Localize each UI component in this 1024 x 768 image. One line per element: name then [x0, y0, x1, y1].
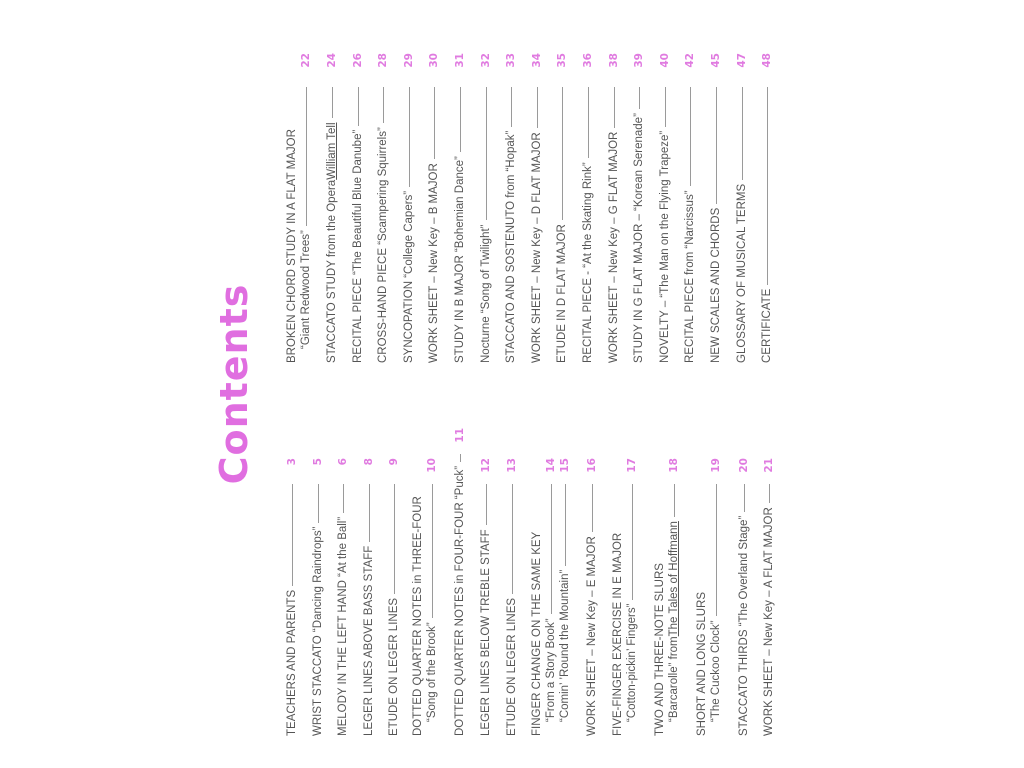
toc-page-number: 30 — [428, 53, 440, 68]
toc-entry-text: “Cotton-pickin’ Fingers” — [626, 603, 638, 722]
toc-entry-text: DOTTED QUARTER NOTES in THREE-FOUR — [412, 496, 424, 736]
dot-leader — [486, 484, 487, 525]
toc-title-line — [607, 53, 621, 363]
toc-title-line — [427, 53, 441, 363]
dot-leader — [409, 87, 410, 187]
toc-entry-text: CERTIFICATE — [761, 288, 773, 363]
toc-entry-text: “From a Story Book” — [545, 618, 557, 722]
toc-subtitle-line — [667, 458, 681, 736]
toc-entry-text: TEACHERS AND PARENTS — [286, 589, 298, 736]
toc-page-number: 42 — [684, 53, 696, 68]
toc-entry-text: MELODY IN THE LEFT HAND “At the Ball” — [337, 516, 349, 736]
toc-entry-text: WORK SHEET – New Key – G FLAT MAJOR — [608, 131, 620, 363]
dot-leader — [383, 87, 384, 123]
dot-leader — [632, 484, 633, 600]
toc-title-line — [760, 53, 774, 363]
toc-title-line — [737, 458, 751, 736]
toc-entry — [285, 53, 313, 363]
toc-entry-text: SYNCOPATION “College Capers” — [403, 190, 415, 363]
dot-leader — [460, 87, 461, 152]
toc-title-line — [479, 458, 493, 736]
dot-leader — [537, 87, 538, 128]
toc-page-number: 35 — [556, 53, 568, 68]
toc-page-number: 40 — [659, 53, 671, 68]
toc-entry — [632, 53, 646, 363]
toc-title-line — [453, 427, 467, 736]
toc-title-line — [402, 53, 416, 363]
toc-entry — [479, 53, 493, 363]
toc-entry-text: WORK SHEET – New Key – D FLAT MAJOR — [531, 132, 543, 363]
toc-entry-text: “Giant Redwood Trees” — [300, 230, 312, 349]
toc-title-line — [376, 53, 390, 363]
toc-work-title: The Tales of Hoffmann — [668, 521, 680, 637]
toc-page-number: 15 — [559, 458, 571, 473]
toc-page-number: 11 — [454, 427, 466, 443]
toc-entry — [581, 53, 595, 363]
toc-page-number: 17 — [626, 458, 638, 473]
toc-entry — [285, 458, 299, 736]
toc-entry — [737, 458, 751, 736]
toc-entry — [479, 458, 493, 736]
dot-leader — [742, 87, 743, 180]
dot-leader — [614, 87, 615, 128]
dot-leader — [639, 87, 640, 109]
toc-entry — [530, 53, 544, 363]
toc-title-line — [653, 458, 667, 736]
toc-entry-text: WORK SHEET – New Key – B MAJOR — [428, 163, 440, 363]
dot-leader — [369, 484, 370, 542]
toc-page-number: 13 — [506, 458, 518, 473]
toc-title-line — [709, 53, 723, 363]
toc-entry — [453, 53, 467, 363]
toc-entry — [695, 458, 723, 736]
toc-entry-text: LEGER LINES ABOVE BASS STAFF — [363, 545, 375, 736]
toc-page-number: 6 — [337, 458, 349, 466]
toc-entry-text: CROSS-HAND PIECE “Scampering Squirrels” — [377, 127, 389, 363]
dot-leader — [332, 87, 333, 119]
toc-entry-text: “Comin’ ’Round the Mountain” — [559, 569, 571, 722]
toc-title-line — [611, 458, 625, 736]
toc-entry-text: STACCATO THIRDS “The Overland Stage” — [738, 515, 750, 736]
toc-entry-text: ETUDE IN D FLAT MAJOR — [556, 224, 568, 363]
toc-entry-text: ETUDE ON LEGER LINES — [388, 597, 400, 736]
toc-entry-text: “Song of the Brook” — [426, 622, 438, 722]
toc-title-line — [336, 458, 350, 736]
dot-leader — [511, 87, 512, 127]
toc-entry-text: DOTTED QUARTER NOTES in FOUR-FOUR “Puck” — [454, 465, 466, 736]
toc-page-number: 24 — [326, 53, 338, 68]
dot-leader — [318, 484, 319, 523]
toc-title-line — [504, 53, 518, 363]
toc-entry — [504, 53, 518, 363]
toc-title-line — [683, 53, 697, 363]
dot-leader — [588, 87, 589, 158]
toc-entry-text: RECITAL PIECE - “At the Skating Rink” — [582, 162, 594, 363]
toc-subtitle-line — [709, 458, 723, 736]
toc-title-line — [735, 53, 749, 363]
toc-page-number: 48 — [761, 53, 773, 68]
dot-leader — [292, 484, 293, 586]
dot-leader — [512, 484, 513, 594]
toc-entry — [325, 53, 339, 363]
dot-leader — [716, 87, 717, 204]
toc-title-line — [585, 458, 599, 736]
toc-page-number: 9 — [388, 458, 400, 466]
toc-title-line — [695, 458, 709, 736]
toc-entry-text: WORK SHEET – New Key – A FLAT MAJOR — [763, 507, 775, 736]
toc-entry — [658, 53, 672, 363]
toc-entry-text: WRIST STACCATO “Dancing Raindrops” — [312, 526, 324, 736]
toc-page-number: 47 — [736, 53, 748, 68]
toc-entry-text: ETUDE ON LEGER LINES — [506, 597, 518, 736]
toc-entry — [762, 458, 776, 736]
toc-title-line — [311, 458, 325, 736]
toc-title-line — [285, 458, 299, 736]
dot-leader — [592, 484, 593, 532]
toc-entry — [362, 458, 376, 736]
toc-entry-text: FINGER CHANGE ON THE SAME KEY — [531, 531, 543, 736]
page-title: Contents — [212, 283, 256, 485]
toc-page-number: 31 — [454, 53, 466, 68]
toc-subtitle-line — [544, 458, 558, 736]
toc-page-number: 36 — [582, 53, 594, 68]
toc-page-number: 10 — [426, 458, 438, 473]
toc-entry-text: Nocturne “Song of Twilight” — [480, 224, 492, 363]
toc-entry-text: STUDY IN B MAJOR “Bohemian Dance” — [454, 156, 466, 363]
toc-entry — [760, 53, 774, 363]
toc-entry — [653, 458, 681, 736]
dot-leader — [394, 484, 395, 594]
toc-page-number: 39 — [633, 53, 645, 68]
dot-leader — [744, 484, 745, 512]
toc-page-number: 32 — [480, 53, 492, 68]
toc-entry-text: LEGER LINES BELOW TREBLE STAFF — [480, 529, 492, 736]
dot-leader — [674, 484, 675, 517]
dot-leader — [769, 484, 770, 503]
toc-entry — [376, 53, 390, 363]
toc-page-number: 3 — [286, 458, 298, 466]
toc-entry — [402, 53, 416, 363]
toc-title-line — [453, 53, 467, 363]
toc-page-number: 8 — [363, 458, 375, 466]
toc-entry — [336, 458, 350, 736]
dot-leader — [306, 87, 307, 226]
dot-leader — [432, 484, 433, 618]
toc-entry — [611, 458, 639, 736]
toc-page-number: 22 — [300, 53, 312, 68]
dot-leader — [690, 87, 691, 186]
toc-entry — [411, 458, 439, 736]
dot-leader — [460, 454, 461, 462]
toc-entry — [453, 427, 467, 736]
toc-title-line — [325, 53, 339, 363]
toc-page-number: 19 — [710, 458, 722, 473]
toc-title-line — [658, 53, 672, 363]
toc-entry-text: STACCATO AND SOSTENUTO from “Hopak” — [505, 130, 517, 363]
toc-page-number: 18 — [668, 458, 680, 473]
toc-entry-text: STACCATO STUDY from the Opera — [326, 179, 338, 363]
toc-entry — [351, 53, 365, 363]
toc-title-line — [351, 53, 365, 363]
toc-entry-text: WORK SHEET – New Key – E MAJOR — [586, 536, 598, 736]
toc-subtitle-line — [625, 458, 639, 736]
toc-page-number: 38 — [608, 53, 620, 68]
toc-entry — [555, 53, 569, 363]
dot-leader — [767, 87, 768, 285]
toc-page-number: 45 — [710, 53, 722, 68]
toc-entry — [530, 458, 572, 736]
toc-entry-text: SHORT AND LONG SLURS — [696, 591, 708, 736]
toc-entry-text: BROKEN CHORD STUDY IN A FLAT MAJOR — [286, 129, 298, 363]
toc-subtitle-line — [425, 458, 439, 736]
dot-leader — [562, 87, 563, 220]
toc-entry — [311, 458, 325, 736]
dot-leader — [486, 87, 487, 221]
toc-page-number: 26 — [352, 53, 364, 68]
toc-page-number: 21 — [763, 458, 775, 473]
toc-title-line — [479, 53, 493, 363]
toc-page-number: 34 — [531, 53, 543, 68]
toc-entry — [585, 458, 599, 736]
toc-entry-text: TWO AND THREE-NOTE SLURS — [654, 563, 666, 736]
toc-page-number: 12 — [480, 458, 492, 473]
toc-entry-text: GLOSSARY OF MUSICAL TERMS — [736, 183, 748, 363]
toc-entry — [683, 53, 697, 363]
dot-leader — [343, 484, 344, 513]
dot-leader — [434, 87, 435, 159]
toc-entry — [387, 458, 401, 736]
toc-subtitle-line — [299, 53, 313, 363]
dot-leader — [551, 484, 552, 614]
toc-title-line — [581, 53, 595, 363]
toc-entry — [709, 53, 723, 363]
toc-page-number: 33 — [505, 53, 517, 68]
toc-subtitle-line — [558, 458, 572, 736]
toc-title-line — [505, 458, 519, 736]
toc-work-title: William Tell — [326, 122, 338, 180]
toc-entry-text: STUDY IN G FLAT MAJOR – “Korean Serenade” — [633, 113, 645, 363]
toc-entry-text: RECITAL PIECE from “Narcissus” — [684, 190, 696, 363]
toc-title-line — [762, 458, 776, 736]
toc-title-line — [387, 458, 401, 736]
toc-page-number: 20 — [738, 458, 750, 473]
toc-entry-text: “Barcarolle” from — [668, 636, 680, 722]
toc-entry-text: FIVE-FINGER EXERCISE IN E MAJOR — [612, 532, 624, 736]
toc-title-line — [411, 458, 425, 736]
toc-entry — [735, 53, 749, 363]
toc-page-number: 14 — [545, 458, 557, 473]
dot-leader — [358, 87, 359, 126]
dot-leader — [565, 484, 566, 566]
toc-page-number: 16 — [586, 458, 598, 473]
toc-title-line — [362, 458, 376, 736]
toc-entry — [607, 53, 621, 363]
toc-title-line — [530, 53, 544, 363]
toc-title-line — [285, 53, 299, 363]
dot-leader — [665, 87, 666, 127]
toc-entry-text: NEW SCALES AND CHORDS — [710, 207, 722, 363]
toc-title-line — [632, 53, 646, 363]
toc-page-number: 28 — [377, 53, 389, 68]
dot-leader — [716, 484, 717, 616]
toc-entry-text: “The Cuckoo Clock” — [710, 620, 722, 722]
toc-page-number: 29 — [403, 53, 415, 68]
toc-entry-text: RECITAL PIECE “The Beautiful Blue Danube” — [352, 129, 364, 363]
toc-entry — [505, 458, 519, 736]
toc-title-line — [555, 53, 569, 363]
toc-entry-text: NOVELTY – “The Man on the Flying Trapeze” — [659, 130, 671, 363]
toc-page-number: 5 — [312, 458, 324, 466]
toc-entry — [427, 53, 441, 363]
toc-title-line — [530, 458, 544, 736]
